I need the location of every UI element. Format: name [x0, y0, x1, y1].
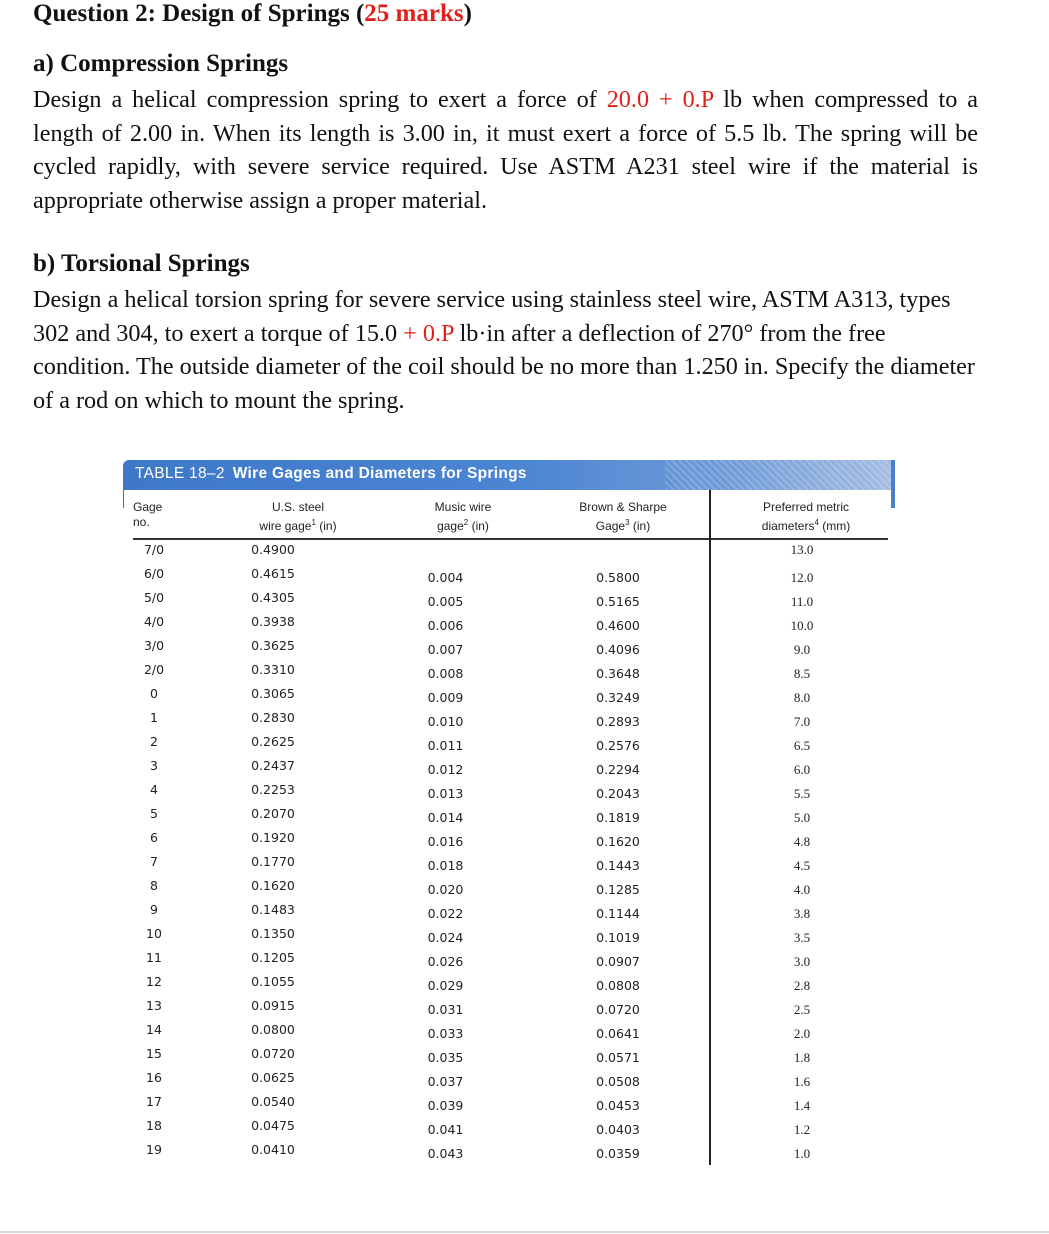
part-a-body	[33, 83, 978, 217]
cell-metric: 1.8	[793, 1050, 811, 1065]
cell-us: 0.3625	[251, 638, 295, 653]
header-metric-line1: Preferred metric	[762, 500, 850, 514]
cell-metric: 7.0	[793, 714, 811, 729]
cell-us: 0.3065	[251, 686, 295, 701]
table-row	[123, 878, 895, 902]
cell-bs: 0.4096	[596, 642, 640, 657]
header-us-line2: wire gage	[259, 519, 312, 533]
cell-gage: 12	[146, 974, 162, 989]
cell-bs: 0.0907	[596, 954, 640, 969]
header-music-line1: Music wire	[434, 500, 492, 514]
cell-gage: 10	[146, 926, 162, 941]
cell-music: 0.012	[427, 762, 464, 777]
header-music-footnote: 2	[463, 518, 469, 527]
header-metric-line2: diameters	[761, 519, 815, 533]
cell-metric: 8.0	[793, 690, 811, 705]
table-row	[123, 854, 895, 878]
part-a-force-expression: 20.0 + 0.P	[606, 86, 714, 113]
cell-metric: 5.5	[793, 786, 811, 801]
cell-music: 0.031	[427, 1002, 464, 1017]
cell-metric: 6.5	[793, 738, 811, 753]
cell-gage: 8	[150, 878, 158, 893]
cell-bs: 0.1285	[596, 882, 640, 897]
cell-gage: 16	[146, 1070, 162, 1085]
cell-music: 0.014	[427, 810, 464, 825]
cell-bs: 0.0453	[596, 1098, 640, 1113]
cell-us: 0.0410	[251, 1142, 295, 1157]
header-us-unit: (in)	[315, 519, 337, 533]
cell-gage: 6/0	[143, 566, 165, 581]
cell-music: 0.007	[427, 642, 464, 657]
table-row	[123, 926, 895, 950]
table-row	[123, 638, 895, 662]
cell-gage: 4	[150, 782, 158, 797]
cell-metric: 1.6	[793, 1074, 811, 1089]
header-metric-unit: (mm)	[818, 519, 851, 533]
cell-music: 0.006	[427, 618, 464, 633]
cell-music: 0.013	[427, 786, 464, 801]
header-bs-line2: Gage	[595, 519, 626, 533]
cell-music: 0.024	[427, 930, 464, 945]
cell-bs: 0.5165	[596, 594, 640, 609]
cell-metric: 3.8	[793, 906, 811, 921]
cell-bs: 0.3648	[596, 666, 640, 681]
cell-music: 0.020	[427, 882, 464, 897]
cell-gage: 2/0	[143, 662, 165, 677]
part-b-text-2: lb·in after a deflection of 270° from the free condition. The outside diameter of the coil should be no more than 1.250 in. Specify the diameter of a rod on which to mount the spring.	[33, 319, 975, 414]
table-row	[123, 1022, 895, 1046]
table-row	[123, 974, 895, 998]
banner-texture	[665, 460, 895, 490]
cell-gage: 19	[146, 1142, 162, 1157]
header-bs-unit: (in)	[629, 519, 651, 533]
cell-metric: 5.0	[793, 810, 811, 825]
question-marks: 25 marks	[364, 0, 464, 27]
question-title-close: )	[463, 0, 472, 27]
cell-bs: 0.1819	[596, 810, 640, 825]
cell-music: 0.016	[427, 834, 464, 849]
cell-music: 0.005	[427, 594, 464, 609]
cell-metric: 13.0	[790, 542, 814, 557]
cell-us: 0.1620	[251, 878, 295, 893]
cell-us: 0.4615	[251, 566, 295, 581]
cell-music: 0.037	[427, 1074, 464, 1089]
header-gage-line2: no.	[133, 515, 150, 529]
cell-music: 0.039	[427, 1098, 464, 1113]
cell-metric: 4.5	[793, 858, 811, 873]
page-bottom-rule	[0, 1231, 1049, 1233]
question-title	[33, 0, 472, 28]
part-a-text-2: lb when compressed to a length of 2.00 in. When its length is 3.00 in, it must exert a force of 5.5 lb. The spring will be cycled rapidly, with severe service required. Use ASTM A231 steel wire if the material is appropriate otherwise assign a proper material.	[33, 86, 978, 214]
question-title-text: Question 2: Design of Springs (	[33, 0, 365, 27]
cell-gage: 18	[146, 1118, 162, 1133]
cell-metric: 1.0	[793, 1146, 811, 1161]
header-us-footnote: 1	[311, 518, 316, 527]
cell-gage: 1	[150, 710, 158, 725]
cell-us: 0.0915	[251, 998, 295, 1013]
header-bs-line1: Brown & Sharpe	[579, 500, 667, 514]
cell-music: 0.029	[427, 978, 464, 993]
cell-metric: 2.8	[793, 978, 811, 993]
cell-gage: 13	[146, 998, 162, 1013]
cell-gage: 5	[150, 806, 158, 821]
part-a-text-1: Design a helical compression spring to exert a force of	[33, 86, 607, 113]
cell-music: 0.004	[427, 570, 464, 585]
cell-music: 0.009	[427, 690, 464, 705]
cell-gage: 0	[150, 686, 158, 701]
table-caption	[135, 465, 527, 483]
header-music-wire	[408, 500, 518, 534]
table-title: Wire Gages and Diameters for Springs	[232, 465, 527, 482]
banner-left-line	[123, 490, 124, 508]
cell-us: 0.1483	[251, 902, 295, 917]
cell-gage: 15	[146, 1046, 162, 1061]
cell-us: 0.2830	[251, 710, 295, 725]
cell-metric: 11.0	[790, 594, 814, 609]
part-b-torque-expression: + 0.P	[403, 319, 454, 347]
header-music-unit: (in)	[468, 519, 489, 533]
header-rule	[133, 538, 888, 540]
header-brown-sharpe	[563, 500, 683, 534]
cell-bs: 0.0359	[596, 1146, 640, 1161]
header-us-line1: U.S. steel	[271, 500, 325, 514]
cell-metric: 3.5	[793, 930, 811, 945]
cell-us: 0.3310	[251, 662, 295, 677]
header-gage	[133, 500, 162, 530]
header-metric-footnote: 4	[814, 518, 819, 527]
table-row	[123, 782, 895, 806]
cell-metric: 2.0	[793, 1026, 811, 1041]
cell-bs: 0.0641	[596, 1026, 640, 1041]
cell-music: 0.022	[427, 906, 464, 921]
cell-music: 0.011	[427, 738, 464, 753]
cell-music: 0.010	[427, 714, 464, 729]
cell-bs: 0.5800	[596, 570, 640, 585]
table-row	[123, 614, 895, 638]
cell-bs: 0.4600	[596, 618, 640, 633]
part-b-heading: b) Torsional Springs	[33, 250, 250, 277]
cell-us: 0.1920	[251, 830, 295, 845]
cell-bs: 0.2893	[596, 714, 640, 729]
cell-us: 0.2253	[251, 782, 295, 797]
cell-bs: 0.1620	[596, 834, 640, 849]
cell-gage: 3/0	[143, 638, 165, 653]
banner-edge	[891, 460, 895, 508]
header-gage-line1: Gage	[133, 500, 163, 514]
table-row	[123, 710, 895, 734]
table-row	[123, 566, 895, 590]
cell-us: 0.0475	[251, 1118, 295, 1133]
cell-us: 0.4900	[251, 542, 295, 557]
table-row	[123, 1118, 895, 1142]
cell-metric: 9.0	[793, 642, 811, 657]
cell-us: 0.0720	[251, 1046, 295, 1061]
cell-bs: 0.0808	[596, 978, 640, 993]
table-row	[123, 1142, 895, 1166]
cell-music: 0.035	[427, 1050, 464, 1065]
cell-gage: 4/0	[143, 614, 165, 629]
header-us-steel	[228, 500, 368, 534]
cell-bs: 0.2576	[596, 738, 640, 753]
cell-bs: 0.0403	[596, 1122, 640, 1137]
cell-bs: 0.0571	[596, 1050, 640, 1065]
cell-us: 0.4305	[251, 590, 295, 605]
table-row	[123, 542, 895, 566]
table-row	[123, 950, 895, 974]
cell-gage: 14	[146, 1022, 162, 1037]
cell-gage: 2	[150, 734, 158, 749]
part-b-body	[33, 283, 983, 417]
header-music-line2: gage	[437, 519, 464, 533]
table-row	[123, 998, 895, 1022]
table-row	[123, 1046, 895, 1070]
table-row	[123, 758, 895, 782]
cell-bs: 0.1443	[596, 858, 640, 873]
cell-bs: 0.3249	[596, 690, 640, 705]
cell-metric: 3.0	[793, 954, 811, 969]
table-number: TABLE 18–2	[135, 465, 225, 482]
cell-gage: 3	[150, 758, 158, 773]
cell-us: 0.1205	[251, 950, 295, 965]
table-row	[123, 902, 895, 926]
cell-gage: 11	[146, 950, 162, 965]
cell-music: 0.043	[427, 1146, 464, 1161]
cell-metric: 4.8	[793, 834, 811, 849]
cell-bs: 0.2294	[596, 762, 640, 777]
table-row	[123, 830, 895, 854]
cell-music: 0.033	[427, 1026, 464, 1041]
cell-music: 0.041	[427, 1122, 464, 1137]
cell-gage: 9	[150, 902, 158, 917]
cell-bs: 0.0720	[596, 1002, 640, 1017]
cell-us: 0.2070	[251, 806, 295, 821]
cell-bs: 0.2043	[596, 786, 640, 801]
cell-metric: 1.4	[793, 1098, 811, 1113]
cell-metric: 10.0	[790, 618, 814, 633]
cell-gage: 7	[150, 854, 158, 869]
cell-us: 0.2625	[251, 734, 295, 749]
table-row	[123, 1070, 895, 1094]
cell-metric: 1.2	[793, 1122, 811, 1137]
cell-metric: 12.0	[790, 570, 814, 585]
table-row	[123, 590, 895, 614]
table-row	[123, 686, 895, 710]
table-row	[123, 1094, 895, 1118]
cell-gage: 6	[150, 830, 158, 845]
cell-us: 0.1055	[251, 974, 295, 989]
cell-music: 0.018	[427, 858, 464, 873]
cell-bs: 0.1144	[596, 906, 640, 921]
table-banner	[123, 460, 895, 490]
cell-us: 0.1350	[251, 926, 295, 941]
table-row	[123, 662, 895, 686]
cell-us: 0.3938	[251, 614, 295, 629]
cell-metric: 4.0	[793, 882, 811, 897]
part-a-heading: a) Compression Springs	[33, 50, 289, 77]
table-row	[123, 806, 895, 830]
cell-gage: 7/0	[143, 542, 165, 557]
cell-us: 0.0625	[251, 1070, 295, 1085]
cell-metric: 8.5	[793, 666, 811, 681]
table-row	[123, 734, 895, 758]
cell-us: 0.0800	[251, 1022, 295, 1037]
part-b-text-1: Design a helical torsion spring for severe service using stainless steel wire, ASTM A313, types 302 and 304, to exert a torque of 15.0	[33, 286, 951, 347]
cell-us: 0.2437	[251, 758, 295, 773]
cell-us: 0.0540	[251, 1094, 295, 1109]
cell-gage: 5/0	[143, 590, 165, 605]
cell-bs: 0.0508	[596, 1074, 640, 1089]
cell-bs: 0.1019	[596, 930, 640, 945]
header-metric	[741, 500, 871, 534]
cell-music: 0.026	[427, 954, 464, 969]
cell-metric: 2.5	[793, 1002, 811, 1017]
cell-gage: 17	[146, 1094, 162, 1109]
cell-music: 0.008	[427, 666, 464, 681]
cell-metric: 6.0	[793, 762, 811, 777]
header-bs-footnote: 3	[625, 518, 630, 527]
cell-us: 0.1770	[251, 854, 295, 869]
